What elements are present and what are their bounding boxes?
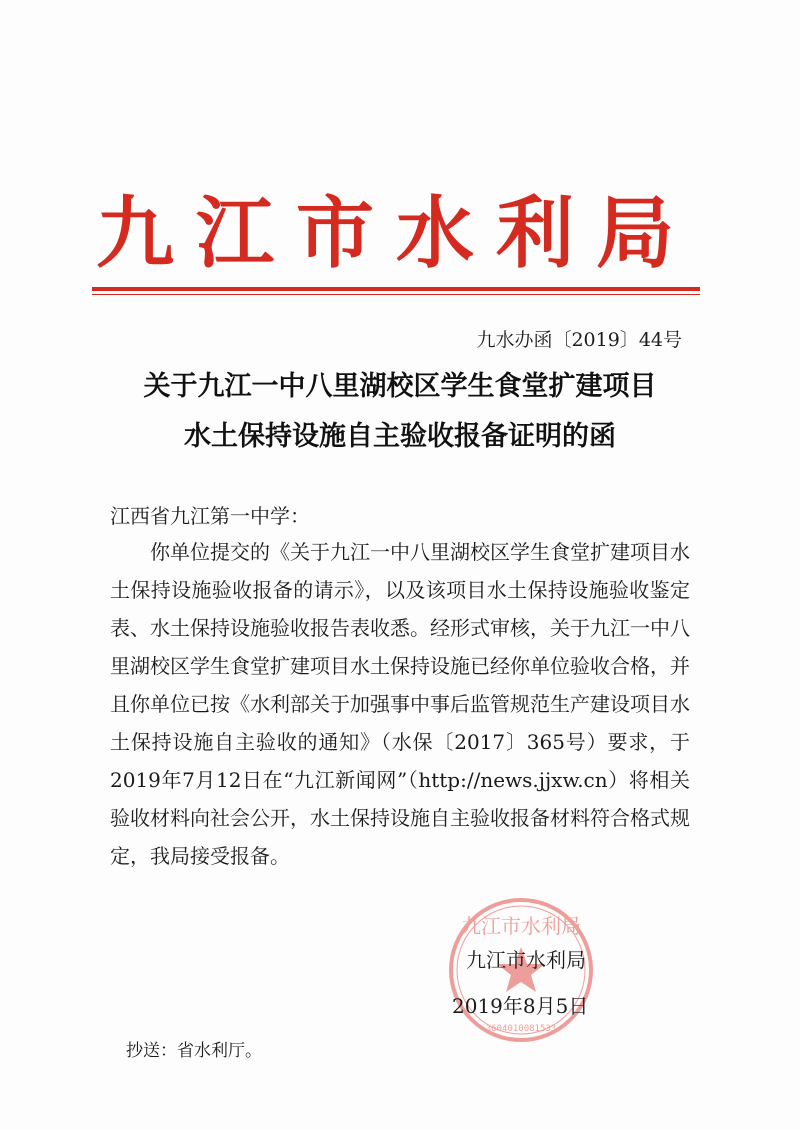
subject-line-1: 关于九江一中八里湖校区学生食堂扩建项目 xyxy=(143,371,657,402)
addressee: 江西省九江第一中学： xyxy=(110,504,310,528)
letterhead-title: 九江市水利局 xyxy=(96,188,697,279)
body-paragraph: 你单位提交的《关于九江一中八里湖校区学生食堂扩建项目水土保持设施验收报备的请示》，以及该项目水土保持设施验收鉴定表、水土保持设施验收报告表收悉。经形式审核，关于九江一中八里湖校区学生食堂扩建项目水土保持设施已经你单位验收合格，并且你单位已按《水利部关于加强事中事后监管规范生产建设项目水土保持设施自主验收的通知》（水保〔2017〕365号）要求，于2019年7月12日在“九江新闻网”（http://news.jjxw.cn）将相关验收材料向社会公开，水土保持设施自主验收报备材料符合格式规定，我局接受报备。 xyxy=(110,540,690,868)
seal-text: 九江市水利局 xyxy=(461,914,581,938)
letterhead-rule-thick xyxy=(92,287,700,291)
subject-line-2: 水土保持设施自主验收报备证明的函 xyxy=(184,421,616,452)
letterhead-rule-thin xyxy=(92,294,700,295)
seal-code: 3604010081533 xyxy=(485,1024,557,1034)
signer-name: 九江市水利局 xyxy=(466,948,586,972)
document-number: 九水办函〔2019〕44号 xyxy=(476,329,682,351)
document-subject xyxy=(110,362,690,462)
signature-date: 2019年8月5日 xyxy=(452,994,589,1018)
carbon-copy: 抄送：省水利厅。 xyxy=(126,1041,262,1061)
